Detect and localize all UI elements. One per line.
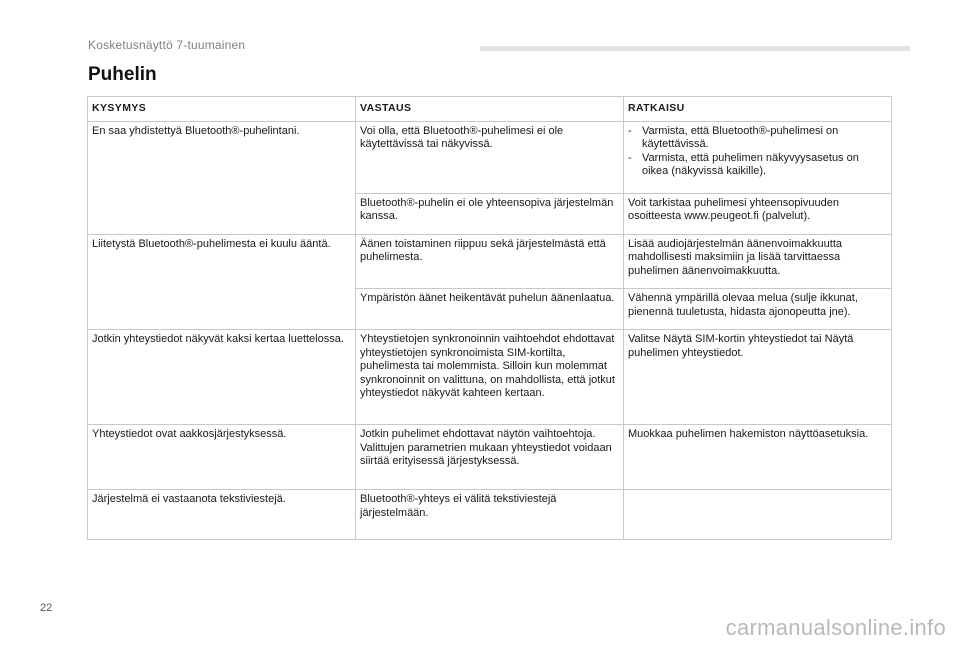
troubleshooting-table bbox=[87, 96, 892, 540]
solution-bullet bbox=[628, 152, 887, 179]
bullet-text: Varmista, että Bluetooth®-puhelimesi on käytettävissä. bbox=[642, 124, 839, 150]
page-title: Puhelin bbox=[88, 64, 157, 85]
bullet-dash: - bbox=[628, 124, 632, 137]
table-row bbox=[88, 234, 892, 289]
table-row bbox=[88, 425, 892, 490]
solution-cell: Valitse Näytä SIM-kortin yhteystiedot tai Näytä puhelimen yhteystiedot. bbox=[624, 330, 892, 425]
column-header-solution: RATKAISU bbox=[624, 97, 892, 122]
column-header-answer: VASTAUS bbox=[356, 97, 624, 122]
watermark: carmanualsonline.info bbox=[725, 615, 946, 640]
solution-cell bbox=[624, 490, 892, 540]
solution-bullet bbox=[628, 125, 887, 152]
answer-cell: Bluetooth®-puhelin ei ole yhteensopiva järjestelmän kanssa. bbox=[356, 193, 624, 234]
section-header: Kosketusnäyttö 7-tuumainen bbox=[88, 38, 246, 52]
question-cell: Yhteystiedot ovat aakkosjärjestyksessä. bbox=[88, 425, 356, 490]
table-row bbox=[88, 330, 892, 425]
column-header-question: KYSYMYS bbox=[88, 97, 356, 122]
page-number: 22 bbox=[40, 602, 53, 614]
answer-cell: Ympäristön äänet heikentävät puhelun äänenlaatua. bbox=[356, 289, 624, 330]
table-header-row bbox=[88, 97, 892, 122]
solution-cell: Vähennä ympärillä olevaa melua (sulje ikkunat, pienennä tuuletusta, hidasta ajonopeutta jne). bbox=[624, 289, 892, 330]
header-divider-bar bbox=[480, 46, 910, 51]
answer-cell: Jotkin puhelimet ehdottavat näytön vaihtoehtoja. Valittujen parametrien mukaan yhteystiedot voidaan siirtää erityisessä järjestyksessä. bbox=[356, 425, 624, 490]
bullet-text: Varmista, että puhelimen näkyvyysasetus on oikea (näkyvissä kaikille). bbox=[642, 151, 859, 177]
solution-cell: Lisää audiojärjestelmän äänenvoimakkuutta mahdollisesti maksimiin ja lisää tarvittaessa puhelimen äänenvoimakkuutta. bbox=[624, 234, 892, 289]
bullet-dash: - bbox=[628, 151, 632, 164]
answer-cell: Voi olla, että Bluetooth®-puhelimesi ei ole käytettävissä tai näkyvissä. bbox=[356, 121, 624, 193]
question-cell: Jotkin yhteystiedot näkyvät kaksi kertaa luettelossa. bbox=[88, 330, 356, 425]
table-row bbox=[88, 490, 892, 540]
answer-cell: Äänen toistaminen riippuu sekä järjestelmästä että puhelimesta. bbox=[356, 234, 624, 289]
answer-cell: Yhteystietojen synkronoinnin vaihtoehdot ehdottavat yhteystietojen synkronoimista SIM-kortilta, puhelimesta tai molemmista. Silloin kun molemmat synkronoinnit on valittuna, on mahdollista, että jotkut yhteystiedot näkyvät kahteen kertaan. bbox=[356, 330, 624, 425]
question-cell: Liitetystä Bluetooth®-puhelimesta ei kuulu ääntä. bbox=[88, 234, 356, 330]
question-cell: En saa yhdistettyä Bluetooth®-puhelintani. bbox=[88, 121, 356, 234]
solution-cell: Muokkaa puhelimen hakemiston näyttöasetuksia. bbox=[624, 425, 892, 490]
solution-cell bbox=[624, 121, 892, 193]
answer-cell: Bluetooth®-yhteys ei välitä tekstiviestejä järjestelmään. bbox=[356, 490, 624, 540]
table-row bbox=[88, 121, 892, 193]
question-cell: Järjestelmä ei vastaanota tekstiviestejä. bbox=[88, 490, 356, 540]
solution-cell: Voit tarkistaa puhelimesi yhteensopivuuden osoitteesta www.peugeot.fi (palvelut). bbox=[624, 193, 892, 234]
